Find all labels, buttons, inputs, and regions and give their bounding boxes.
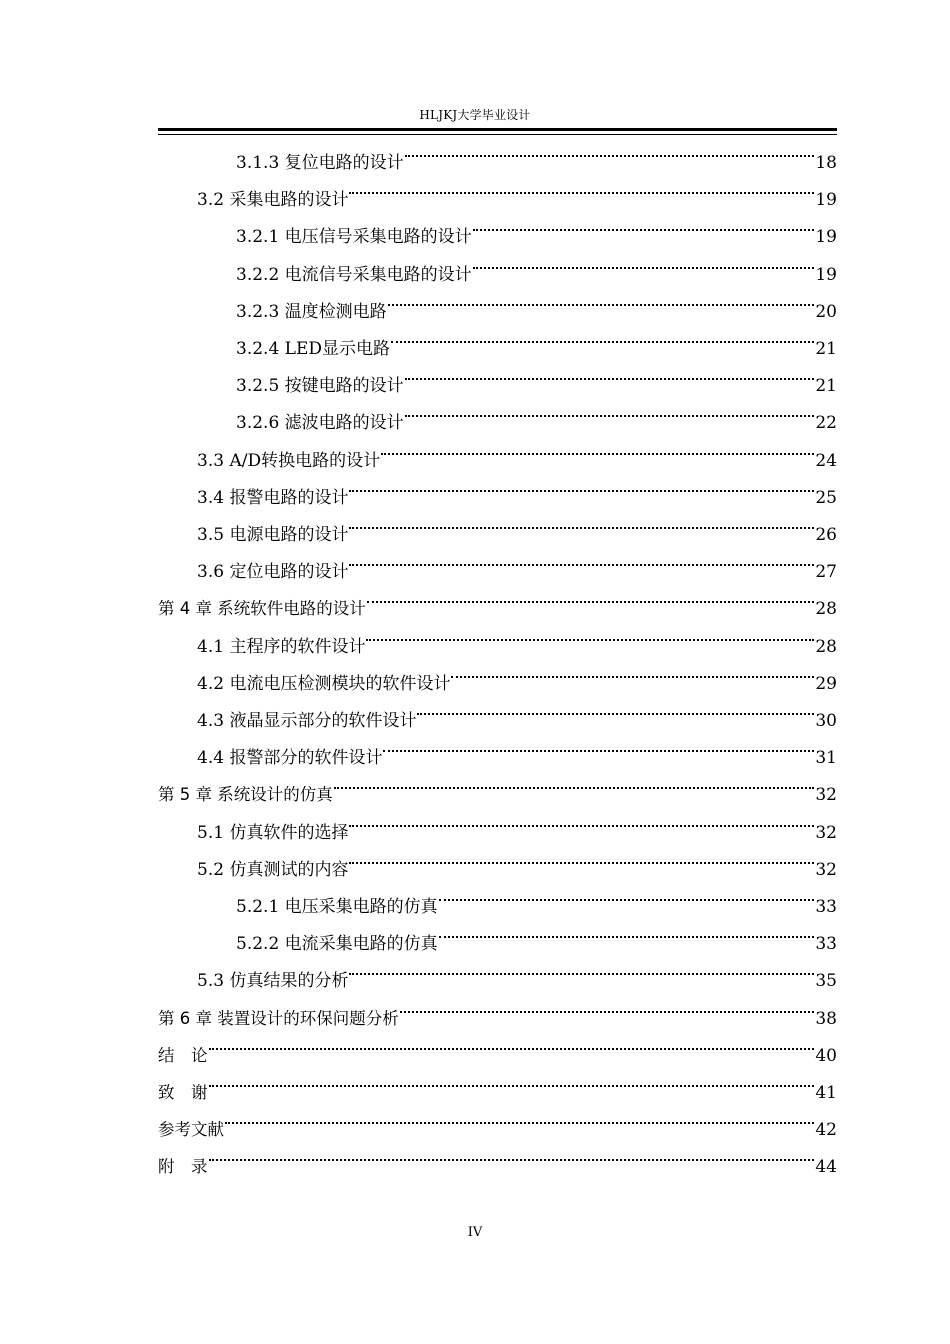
toc-dot-leader	[349, 466, 814, 503]
toc-entry[interactable]	[158, 1061, 837, 1103]
toc-entry-page: 20	[815, 301, 837, 322]
toc-entry[interactable]	[197, 466, 837, 508]
toc-dot-leader	[439, 912, 815, 949]
toc-entry-page: 35	[815, 971, 837, 992]
toc-entry[interactable]	[158, 577, 837, 620]
toc-entry-title: 5.2 仿真测试的内容	[197, 859, 349, 880]
toc-entry[interactable]	[158, 1098, 837, 1141]
toc-dot-leader	[349, 540, 814, 577]
toc-entry-title: 3.2.1 电压信号采集电路的设计	[236, 227, 472, 248]
toc-dot-leader	[209, 1135, 815, 1172]
toc-entry-title: 3.2.3 温度检测电路	[236, 301, 387, 322]
toc-entry-title: 结 论	[158, 1045, 208, 1065]
toc-dot-leader	[225, 1098, 814, 1135]
toc-dot-leader	[405, 131, 815, 168]
toc-entry-page: 21	[815, 376, 837, 397]
toc-entry-page: 27	[815, 562, 837, 583]
toc-entry-page: 33	[815, 934, 837, 955]
toc-entry[interactable]	[236, 875, 837, 917]
toc-entry-page: 40	[815, 1045, 837, 1066]
toc-entry[interactable]	[197, 540, 837, 583]
toc-entry-page: 44	[815, 1157, 837, 1178]
toc-entry-title: 3.3 A/D转换电路的设计	[197, 450, 381, 471]
toc-entry[interactable]	[236, 131, 837, 173]
toc-entry[interactable]	[197, 652, 837, 694]
toc-dot-leader	[473, 205, 815, 242]
toc-dot-leader	[209, 1061, 815, 1098]
toc-entry-page: 21	[815, 339, 837, 359]
toc-entry-title: 3.2.2 电流信号采集电路的设计	[236, 264, 472, 285]
page-number: IV	[467, 1225, 483, 1240]
toc-entry-page: 19	[815, 190, 837, 211]
toc-entry[interactable]	[197, 689, 837, 731]
toc-entry-page: 19	[815, 227, 837, 248]
toc-entry-title: 第 5 章 系统设计的仿真	[158, 785, 333, 805]
toc-entry-title: 5.1 仿真软件的选择	[197, 822, 349, 843]
toc-entry-title: 3.4 报警电路的设计	[197, 487, 349, 508]
toc-dot-leader	[349, 503, 814, 540]
toc-entry[interactable]	[236, 205, 837, 248]
toc-dot-leader	[400, 987, 815, 1024]
toc-entry-title: 4.1 主程序的软件设计	[197, 636, 366, 657]
toc-entry-page: 32	[815, 822, 837, 843]
toc-entry-page: 42	[815, 1120, 837, 1141]
toc-entry[interactable]	[197, 429, 837, 471]
toc-entry[interactable]	[236, 243, 837, 285]
toc-entry-title: 3.1.3 复位电路的设计	[236, 153, 404, 173]
toc-dot-leader	[366, 615, 814, 652]
toc-dot-leader	[388, 280, 815, 317]
toc-dot-leader	[451, 652, 814, 689]
toc-entry-page: 32	[815, 859, 837, 880]
toc-entry[interactable]	[236, 280, 837, 322]
toc-entry-title: 第 6 章 装置设计的环保问题分析	[158, 1008, 399, 1028]
toc-entry-page: 31	[815, 748, 837, 769]
toc-entry[interactable]	[158, 1135, 837, 1178]
toc-entry[interactable]	[236, 391, 837, 434]
toc-entry[interactable]	[158, 987, 837, 1029]
toc-entry-page: 22	[815, 413, 837, 434]
toc-entry-title: 3.5 电源电路的设计	[197, 525, 349, 545]
toc-entry-page: 33	[815, 897, 837, 917]
toc-entry[interactable]	[236, 317, 837, 359]
toc-entry-page: 19	[815, 264, 837, 285]
toc-entry-title: 4.2 电流电压检测模块的软件设计	[197, 673, 451, 694]
toc-dot-leader	[383, 726, 814, 763]
toc-entry-title: 5.2.2 电流采集电路的仿真	[236, 934, 438, 955]
toc-dot-leader	[349, 801, 814, 838]
toc-entry-title: 4.3 液晶显示部分的软件设计	[197, 711, 417, 731]
toc-entry-title: 3.2.5 按键电路的设计	[236, 376, 404, 397]
toc-entry-title: 4.4 报警部分的软件设计	[197, 748, 383, 769]
toc-entry-page: 38	[815, 1008, 837, 1029]
toc-dot-leader	[349, 168, 814, 205]
toc-dot-leader	[417, 689, 814, 726]
toc-entry-page: 32	[815, 785, 837, 806]
toc-entry-title: 参考文献	[158, 1120, 224, 1140]
toc-dot-leader	[439, 875, 815, 912]
toc-entry-page: 24	[815, 450, 837, 471]
toc-entry-title: 3.6 定位电路的设计	[197, 562, 349, 583]
toc-entry-page: 28	[815, 636, 837, 657]
toc-entry[interactable]	[197, 726, 837, 769]
toc-entry-page: 26	[815, 525, 837, 545]
toc-entry-title: 附 录	[158, 1157, 208, 1177]
toc-entry[interactable]	[197, 168, 837, 211]
toc-entry-page: 18	[815, 153, 837, 173]
toc-dot-leader	[334, 763, 815, 800]
toc-dot-leader	[381, 429, 814, 466]
toc-entry[interactable]	[158, 1024, 837, 1066]
toc-entry-title: 3.2.4 LED显示电路	[236, 339, 390, 359]
toc-entry-page: 41	[815, 1083, 837, 1103]
page-header-title: HLJKJ大学毕业设计	[419, 108, 531, 122]
toc-entry[interactable]	[197, 801, 837, 843]
toc-entry-page: 30	[815, 711, 837, 731]
toc-dot-leader	[349, 838, 814, 875]
toc-dot-leader	[405, 354, 815, 391]
toc-entry-page: 25	[815, 487, 837, 508]
toc-entry-title: 3.2.6 滤波电路的设计	[236, 413, 404, 434]
toc-entry-title: 第 4 章 系统软件电路的设计	[158, 599, 366, 619]
toc-dot-leader	[209, 1024, 815, 1061]
toc-entry[interactable]	[236, 354, 837, 397]
toc-entry[interactable]	[197, 503, 837, 545]
toc-dot-leader	[391, 317, 814, 354]
toc-entry[interactable]	[236, 912, 837, 955]
toc-entry[interactable]	[197, 615, 837, 657]
toc-dot-leader	[473, 243, 815, 280]
toc-entry[interactable]	[197, 838, 837, 880]
toc-dot-leader	[367, 577, 815, 614]
toc-dot-leader	[405, 391, 815, 428]
toc-entry-title: 致 谢	[158, 1083, 208, 1102]
toc-entry-title: 3.2 采集电路的设计	[197, 190, 349, 211]
toc-entry-title: 5.3 仿真结果的分析	[197, 971, 349, 992]
toc-entry[interactable]	[197, 949, 837, 992]
toc-entry-page: 28	[815, 599, 837, 620]
toc-entry[interactable]	[158, 763, 837, 806]
toc-entry-page: 29	[815, 673, 837, 694]
toc-dot-leader	[349, 949, 814, 986]
toc-entry-title: 5.2.1 电压采集电路的仿真	[236, 897, 438, 917]
